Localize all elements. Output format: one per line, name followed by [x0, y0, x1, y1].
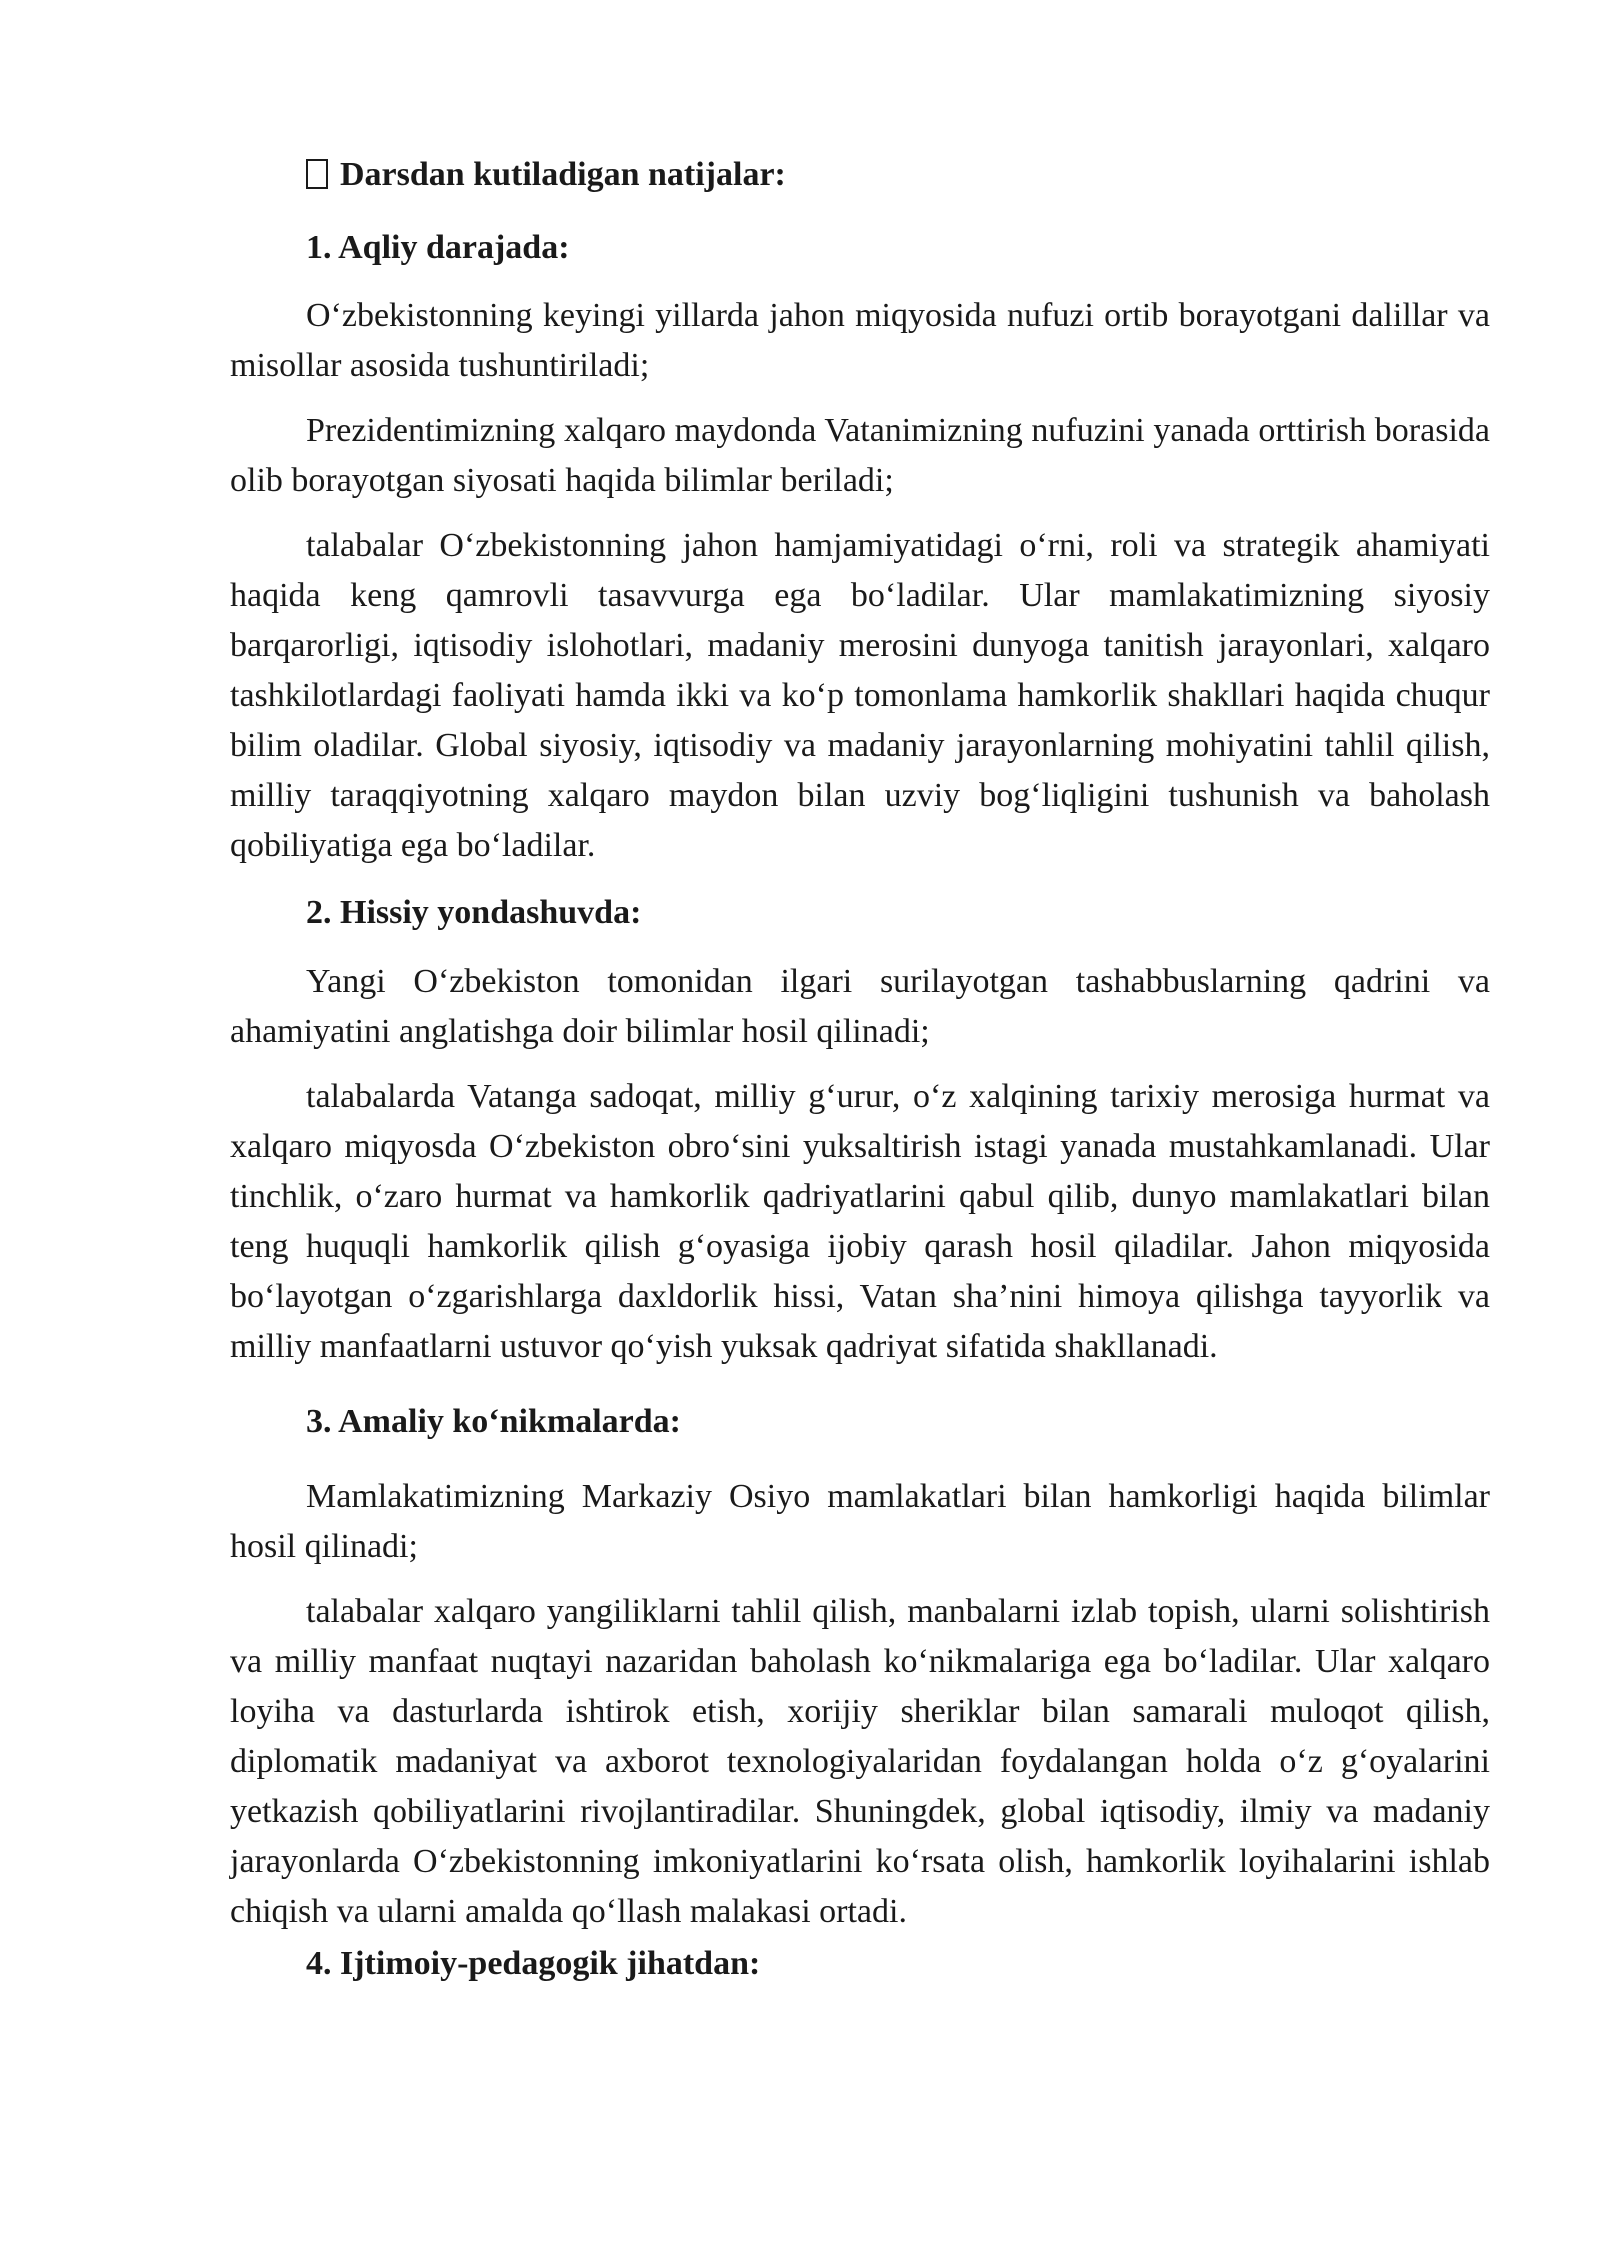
paragraph: talabalar xalqaro yangiliklarni tahlil qilish, manbalarni izlab topish, ularni solishtirish va milliy manfaat nuqtayi nazaridan baholash ko‘nikmalariga ega bo‘ladilar. Ular xalqaro loyiha va dasturlarda ishtirok etish, xorijiy sheriklar bilan samarali muloqot qilish, diplomatik madaniyat va axborot texnologiyalaridan foydalangan holda o‘z g‘oyalarini yetkazish qobiliyatlarini rivojlantiradilar. Shuningdek, global iqtisodiy, ilmiy va madaniy jarayonlarda O‘zbekistonning imkoniyatlarini ko‘rsata olish, hamkorlik loyihalarini ishlab chiqish va ularni amalda qo‘llash malakasi ortadi.: [230, 1593, 1490, 1930]
document-page: [230, 152, 1490, 1987]
paragraph: O‘zbekistonning keyingi yillarda jahon miqyosida nufuzi ortib borayotgani dalillar va misollar asosida tushuntiriladi;: [230, 297, 1490, 384]
main-heading: [230, 152, 1490, 198]
section-practical: [230, 1399, 1490, 1937]
section-heading: 3. Amaliy ko‘nikmalarda:: [306, 1403, 681, 1440]
section-intellectual: [230, 225, 1490, 871]
section-social-pedagogical: [230, 1941, 1490, 1987]
section-emotional: [230, 890, 1490, 1372]
paragraph: Yangi O‘zbekiston tomonidan ilgari surilayotgan tashabbuslarning qadrini va ahamiyatini anglatishga doir bilimlar hosil qilinadi;: [230, 963, 1490, 1050]
section-heading: 1. Aqliy darajada:: [306, 229, 570, 266]
section-heading: 4. Ijtimoiy-pedagogik jihatdan:: [306, 1945, 761, 1982]
paragraph: Mamlakatimizning Markaziy Osiyo mamlakatlari bilan hamkorligi haqida bilimlar hosil qilinadi;: [230, 1478, 1490, 1565]
section-heading: 2. Hissiy yondashuvda:: [306, 894, 642, 931]
main-heading-text: Darsdan kutiladigan natijalar:: [340, 156, 786, 193]
paragraph: talabalar O‘zbekistonning jahon hamjamiyatidagi o‘rni, roli va strategik ahamiyati haqida keng qamrovli tasavvurga ega bo‘ladilar. Ular mamlakatimizning siyosiy barqarorligi, iqtisodiy islohotlari, madaniy merosini dunyoga tanitish jarayonlari, xalqaro tashkilotlardagi faoliyati hamda ikki va ko‘p tomonlama hamkorlik shakllari haqida chuqur bilim oladilar. Global siyosiy, iqtisodiy va madaniy jarayonlarning mohiyatini tahlil qilish, milliy taraqqiyotning xalqaro maydon bilan uzviy bog‘liqligini tushunish va baholash qobiliyatiga ega bo‘ladilar.: [230, 527, 1490, 864]
paragraph: Prezidentimizning xalqaro maydonda Vatanimizning nufuzini yanada orttirish borasida olib borayotgan siyosati haqida bilimlar beriladi;: [230, 412, 1490, 499]
paragraph: talabalarda Vatanga sadoqat, milliy g‘urur, o‘z xalqining tarixiy merosiga hurmat va xalqaro miqyosda O‘zbekiston obro‘sini yuksaltirish istagi yanada mustahkamlanadi. Ular tinchlik, o‘zaro hurmat va hamkorlik qadriyatlarini qabul qilib, dunyo mamlakatlari bilan teng huquqli hamkorlik qilish g‘oyasiga ijobiy qarash hosil qiladilar. Jahon miqyosida bo‘layotgan o‘zgarishlarga daxldorlik hissi, Vatan sha’nini himoya qilishga tayyorlik va milliy manfaatlarni ustuvor qo‘yish yuksak qadriyat sifatida shakllanadi.: [230, 1078, 1490, 1365]
missing-glyph-box-icon: [306, 159, 328, 189]
